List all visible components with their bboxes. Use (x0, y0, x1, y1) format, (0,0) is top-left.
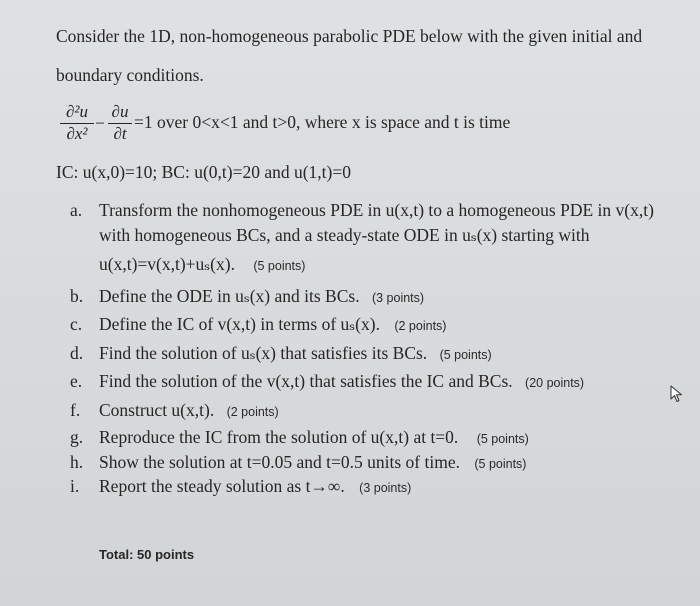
item-g-text: Reproduce the IC from the solution of u(x,t) at t=0. (99, 427, 459, 447)
item-a-line-3 (99, 254, 305, 275)
item-a-line-1: Transform the nonhomogeneous PDE in u(x,t) to a homogeneous PDE in v(x,t) (99, 200, 654, 220)
item-d-points: (5 points) (439, 348, 492, 362)
conditions-line: IC: u(x,0)=10; BC: u(0,t)=20 and u(1,t)=0 (56, 162, 351, 182)
item-b-text: Define the ODE in uₛ(x) and its BCs. (99, 286, 360, 306)
intro-line-2: boundary conditions. (56, 65, 204, 85)
item-b-line (99, 286, 424, 307)
item-a-line-3-text: u(x,t)=v(x,t)+uₛ(x). (99, 254, 235, 274)
item-h-points: (5 points) (474, 457, 527, 471)
item-g-line (99, 427, 529, 448)
item-f-marker: f. (70, 400, 81, 420)
frac1-denominator: ∂x² (66, 124, 88, 143)
item-i-line (99, 476, 411, 497)
item-d-text: Find the solution of uₛ(x) that satisfies its BCs. (99, 343, 428, 363)
frac1-numerator: ∂²u (66, 102, 88, 121)
item-c-points: (2 points) (394, 319, 447, 333)
mouse-cursor-icon (670, 385, 684, 403)
item-a-marker: a. (70, 200, 83, 220)
intro-line-1: Consider the 1D, non-homogeneous parabolic PDE below with the given initial and (56, 26, 643, 46)
item-a-points: (5 points) (253, 259, 306, 273)
second-derivative-fraction (60, 103, 94, 143)
minus-sign: − (95, 113, 105, 133)
item-c-line (99, 314, 446, 335)
item-c-text: Define the IC of v(x,t) in terms of uₛ(x). (99, 314, 380, 334)
item-e-points: (20 points) (525, 376, 585, 390)
first-derivative-fraction (108, 103, 132, 143)
item-e-line (99, 371, 584, 392)
item-i-points: (3 points) (359, 481, 412, 495)
item-f-line (99, 400, 279, 421)
item-a-line-2: with homogeneous BCs, and a steady-state ODE in uₛ(x) starting with (99, 225, 590, 245)
item-i-text: Report the steady solution as t→∞. (99, 476, 345, 496)
item-b-points: (3 points) (371, 291, 425, 305)
item-g-points: (5 points) (476, 432, 529, 446)
item-f-text: Construct u(x,t). (99, 400, 215, 420)
item-h-marker: h. (70, 452, 84, 472)
item-h-text: Show the solution at t=0.05 and t=0.5 units of time. (99, 452, 460, 472)
total-points: Total: 50 points (99, 547, 195, 562)
item-d-line (99, 343, 492, 364)
item-h-line (99, 452, 526, 473)
frac2-numerator: ∂u (111, 102, 129, 121)
item-e-text: Find the solution of the v(x,t) that satisfies the IC and BCs. (99, 371, 513, 391)
item-d-marker: d. (70, 343, 84, 363)
item-c-marker: c. (70, 314, 83, 334)
item-e-marker: e. (70, 371, 83, 391)
item-b-marker: b. (70, 286, 84, 306)
pde-rest: =1 over 0<x<1 and t>0, where x is space and t is time (134, 112, 511, 132)
item-g-marker: g. (70, 427, 84, 447)
frac2-denominator: ∂t (113, 124, 127, 143)
item-f-points: (2 points) (226, 405, 279, 419)
item-i-marker: i. (70, 476, 80, 496)
